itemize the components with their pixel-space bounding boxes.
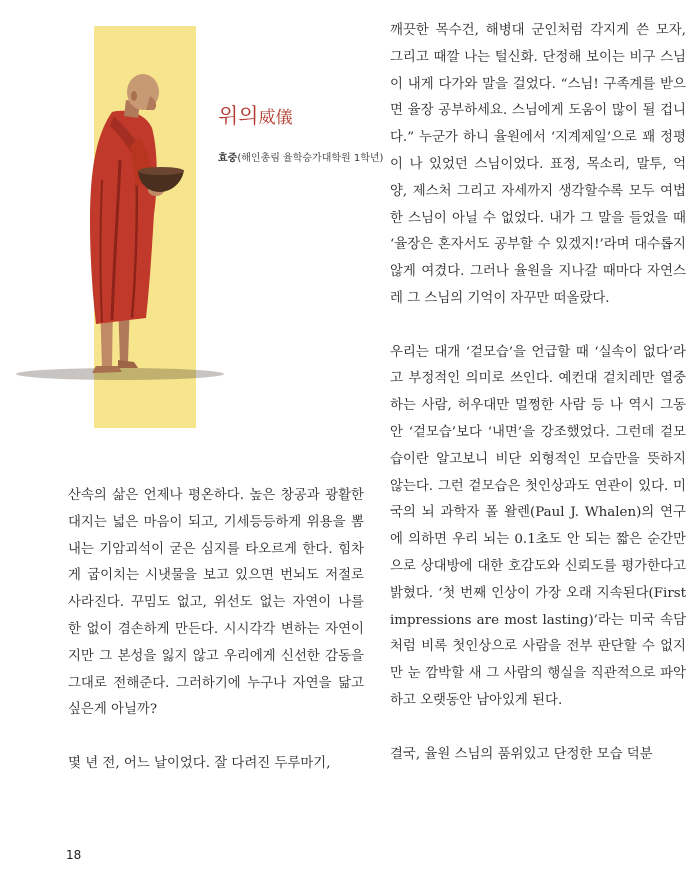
- title-korean: 위의: [218, 104, 259, 128]
- right-column: [390, 18, 686, 768]
- paragraph: 깨끗한 목수건, 해병대 군인처럼 각지게 쓴 모자, 그리고 때깔 나는 털신화. 단정해 보이는 비구 스님이 내게 다가와 말을 걸었다. “스님! 구족계를 받으면 율장 공부하세요. 스님에게 도움이 많이 될 겁니다.” 누군가 하니 율원에서 ‘지계제일’으로 꽤 정평이 나 있었던 스님이었다. 표정, 목소리, 말투, 억양, 제스처 그리고 자세까지 생각할수록 모두 여법한 스님이 아닐 수 없었다. 내가 그 말을 들었을 때 ‘율장은 혼자서도 공부할 수 있겠지!’라며 대수롭지 않게 여겼다. 그러나 율원을 지나갈 때마다 자연스레 그 스님의 기억이 자꾸만 떠올랐다.: [390, 23, 686, 306]
- paragraph: 산속의 삶은 언제나 평온하다. 높은 창공과 광활한 대지는 넓은 마음이 되고, 기세등등하게 위용을 뽐내는 기암괴석이 굳은 심지를 타오르게 한다. 힘차게 굽이치는 시냇물을 보고 있으면 번뇌도 저절로 사라진다. 꾸밈도 없고, 위선도 없는 자연이 나를 한 없이 겸손하게 만든다. 시시각각 변하는 자연이지만 그 본성을 잃지 않고 우리에게 신선한 감동을 그대로 전해준다. 그러하기에 누구나 자연을 닮고 싶은게 아닐까?: [68, 488, 364, 718]
- author-name: 효중: [218, 153, 238, 164]
- article-title: [218, 100, 293, 130]
- monk-figure: [0, 0, 380, 440]
- monk-illustration: [0, 0, 380, 440]
- left-column: [68, 483, 364, 778]
- ear: [131, 91, 137, 101]
- author-affiliation: (해인총림 율학승가대학원 1학년): [237, 153, 384, 164]
- paragraph: 우리는 대개 ‘겉모습’을 언급할 때 ‘실속이 없다’라고 부정적인 의미로 쓰인다. 예컨대 겉치레만 열중하는 사람, 허우대만 멀쩡한 사람 등 나 역시 그동안 ‘겉모습’보다 ‘내면’을 강조했었다. 그런데 겉모습이란 알고보니 비단 외형적인 모습만을 뜻하지 않는다. 그런 겉모습은 첫인상과도 연관이 있다. 미국의 뇌 과학자 폴 왈렌(Paul J. Whalen)의 연구에 의하면 우리 뇌는 0.1초도 안 되는 짧은 순간만으로 상대방에 대한 호감도와 신뢰도를 평가한다고 밝혔다. ‘첫 번째 인상이 가장 오래 지속된다(First impressions are most lasting)’라는 미국 속담처럼 비록 첫인상으로 사람을 전부 판단할 수 없지만 눈 깜박할 새 그 사람의 행실을 직관적으로 파악하고 오랫동안 남아있게 된다.: [390, 344, 686, 708]
- page-number: 18: [66, 848, 82, 862]
- paragraph: 몇 년 전, 어느 날이었다. 잘 다려진 두루마기,: [68, 755, 331, 771]
- alms-bowl-rim: [138, 167, 184, 175]
- author-byline: [218, 149, 383, 164]
- front-foot: [92, 366, 122, 373]
- paragraph: 결국, 율원 스님의 품위있고 단정한 모습 덕분: [390, 746, 653, 762]
- title-hanja: 威儀: [258, 108, 293, 128]
